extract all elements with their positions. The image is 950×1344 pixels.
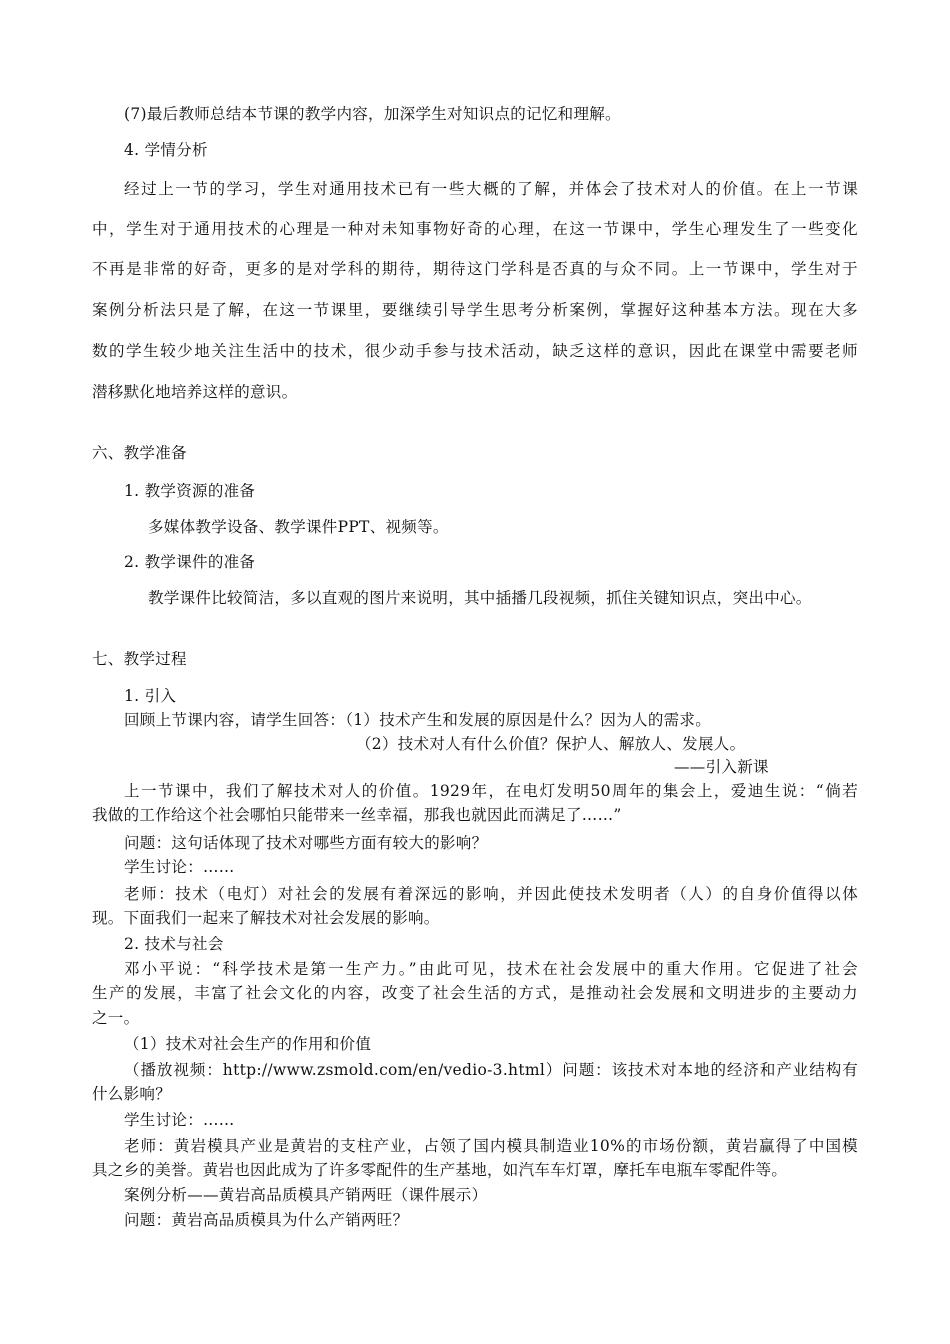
deng-line-2: 生产的发展，丰富了社会文化的内容，改变了社会生活的方式，是推动社会发展和文明进步的主要动力 xyxy=(92,984,858,1002)
teacher-2-line-2: 具之乡的美誉。黄岩也因此成为了许多零配件的生产基地，如汽车车灯罩，摩托车电瓶车零配件等。 xyxy=(92,1161,788,1179)
step-7-text: (7)最后教师总结本节课的教学内容，加深学生对知识点的记忆和理解。 xyxy=(124,105,621,123)
teacher-2-line-1: 老师：黄岩模具产业是黄岩的支柱产业，占领了国内模具制造业10%的市场份额，黄岩赢得了中国模 xyxy=(124,1137,858,1155)
analysis-line: 数的学生较少地关注生活中的技术，很少动手参与技术活动，缺乏这样的意识，因此在课堂中需要老师 xyxy=(92,342,858,360)
heading-tech-society: 2. 技术与社会 xyxy=(124,935,224,953)
prep-item-1-heading: 1. 教学资源的准备 xyxy=(124,482,256,500)
deng-line-1: 邓小平说：“科学技术是第一生产力。”由此可见，技术在社会发展中的重大作用。它促进了社会 xyxy=(124,960,858,978)
teacher-1-line-1: 老师：技术（电灯）对社会的发展有着深远的影响，并因此使技术发明者（人）的自身价值得以体 xyxy=(124,885,858,903)
video-line-1: （播放视频：http://www.zsmold.com/en/vedio-3.html）问题：该技术对本地的经济和产业结构有 xyxy=(124,1061,858,1079)
deng-line-3: 之一。 xyxy=(92,1009,140,1027)
case-analysis: 案例分析——黄岩高品质模具产销两旺（课件展示） xyxy=(124,1186,488,1204)
teacher-1-line-2: 现。下面我们一起来了解技术对社会发展的影响。 xyxy=(92,909,440,927)
question-1: 问题：这句话体现了技术对哪些方面有较大的影响？ xyxy=(124,834,488,852)
prep-item-1-text: 多媒体教学设备、教学课件PPT、视频等。 xyxy=(148,518,449,536)
analysis-line: 不再是非常的好奇，更多的是对学科的期待，期待这门学科是否真的与众不同。上一节课中，学生对于 xyxy=(92,260,858,278)
student-discussion-1: 学生讨论：…… xyxy=(124,858,235,876)
prep-item-2-text: 教学课件比较简洁，多以直观的图片来说明，其中插播几段视频，抓住关键知识点，突出中心。 xyxy=(148,589,812,607)
review-question-1: 回顾上节课内容，请学生回答：（1）技术产生和发展的原因是什么？因为人的需求。 xyxy=(124,711,712,729)
heading-learning-analysis: 4. 学情分析 xyxy=(124,141,208,159)
section-six-title: 六、教学准备 xyxy=(92,444,187,462)
video-line-2: 什么影响？ xyxy=(92,1085,172,1103)
edison-line-1: 上一节课中，我们了解技术对人的价值。1929年，在电灯发明50周年的集会上，爱迪生说：“倘若 xyxy=(124,782,858,800)
analysis-line: 潜移默化地培养这样的意识。 xyxy=(92,383,298,401)
intro-heading: 1. 引入 xyxy=(124,687,177,705)
analysis-line: 中，学生对于通用技术的心理是一种对未知事物好奇的心理，在这一节课中，学生心理发生了一些变化 xyxy=(92,220,858,238)
review-tag: ——引入新课 xyxy=(674,758,769,776)
edison-line-2: 我做的工作给这个社会哪怕只能带来一丝幸福，那我也就因此而满足了……” xyxy=(92,806,622,824)
analysis-line: 经过上一节的学习，学生对通用技术已有一些大概的了解，并体会了技术对人的价值。在上一节课 xyxy=(124,180,858,198)
prep-item-2-heading: 2. 教学课件的准备 xyxy=(124,553,256,571)
review-question-2: （2）技术对人有什么价值？保护人、解放人、发展人。 xyxy=(356,735,746,753)
section-seven-title: 七、教学过程 xyxy=(92,650,187,668)
subheading-production: （1）技术对社会生产的作用和价值 xyxy=(124,1035,372,1053)
question-2: 问题：黄岩高品质模具为什么产销两旺？ xyxy=(124,1211,409,1229)
student-discussion-2: 学生讨论：…… xyxy=(124,1111,235,1129)
analysis-line: 案例分析法只是了解，在这一节课里，要继续引导学生思考分析案例，掌握好这种基本方法。现在大多 xyxy=(92,301,858,319)
